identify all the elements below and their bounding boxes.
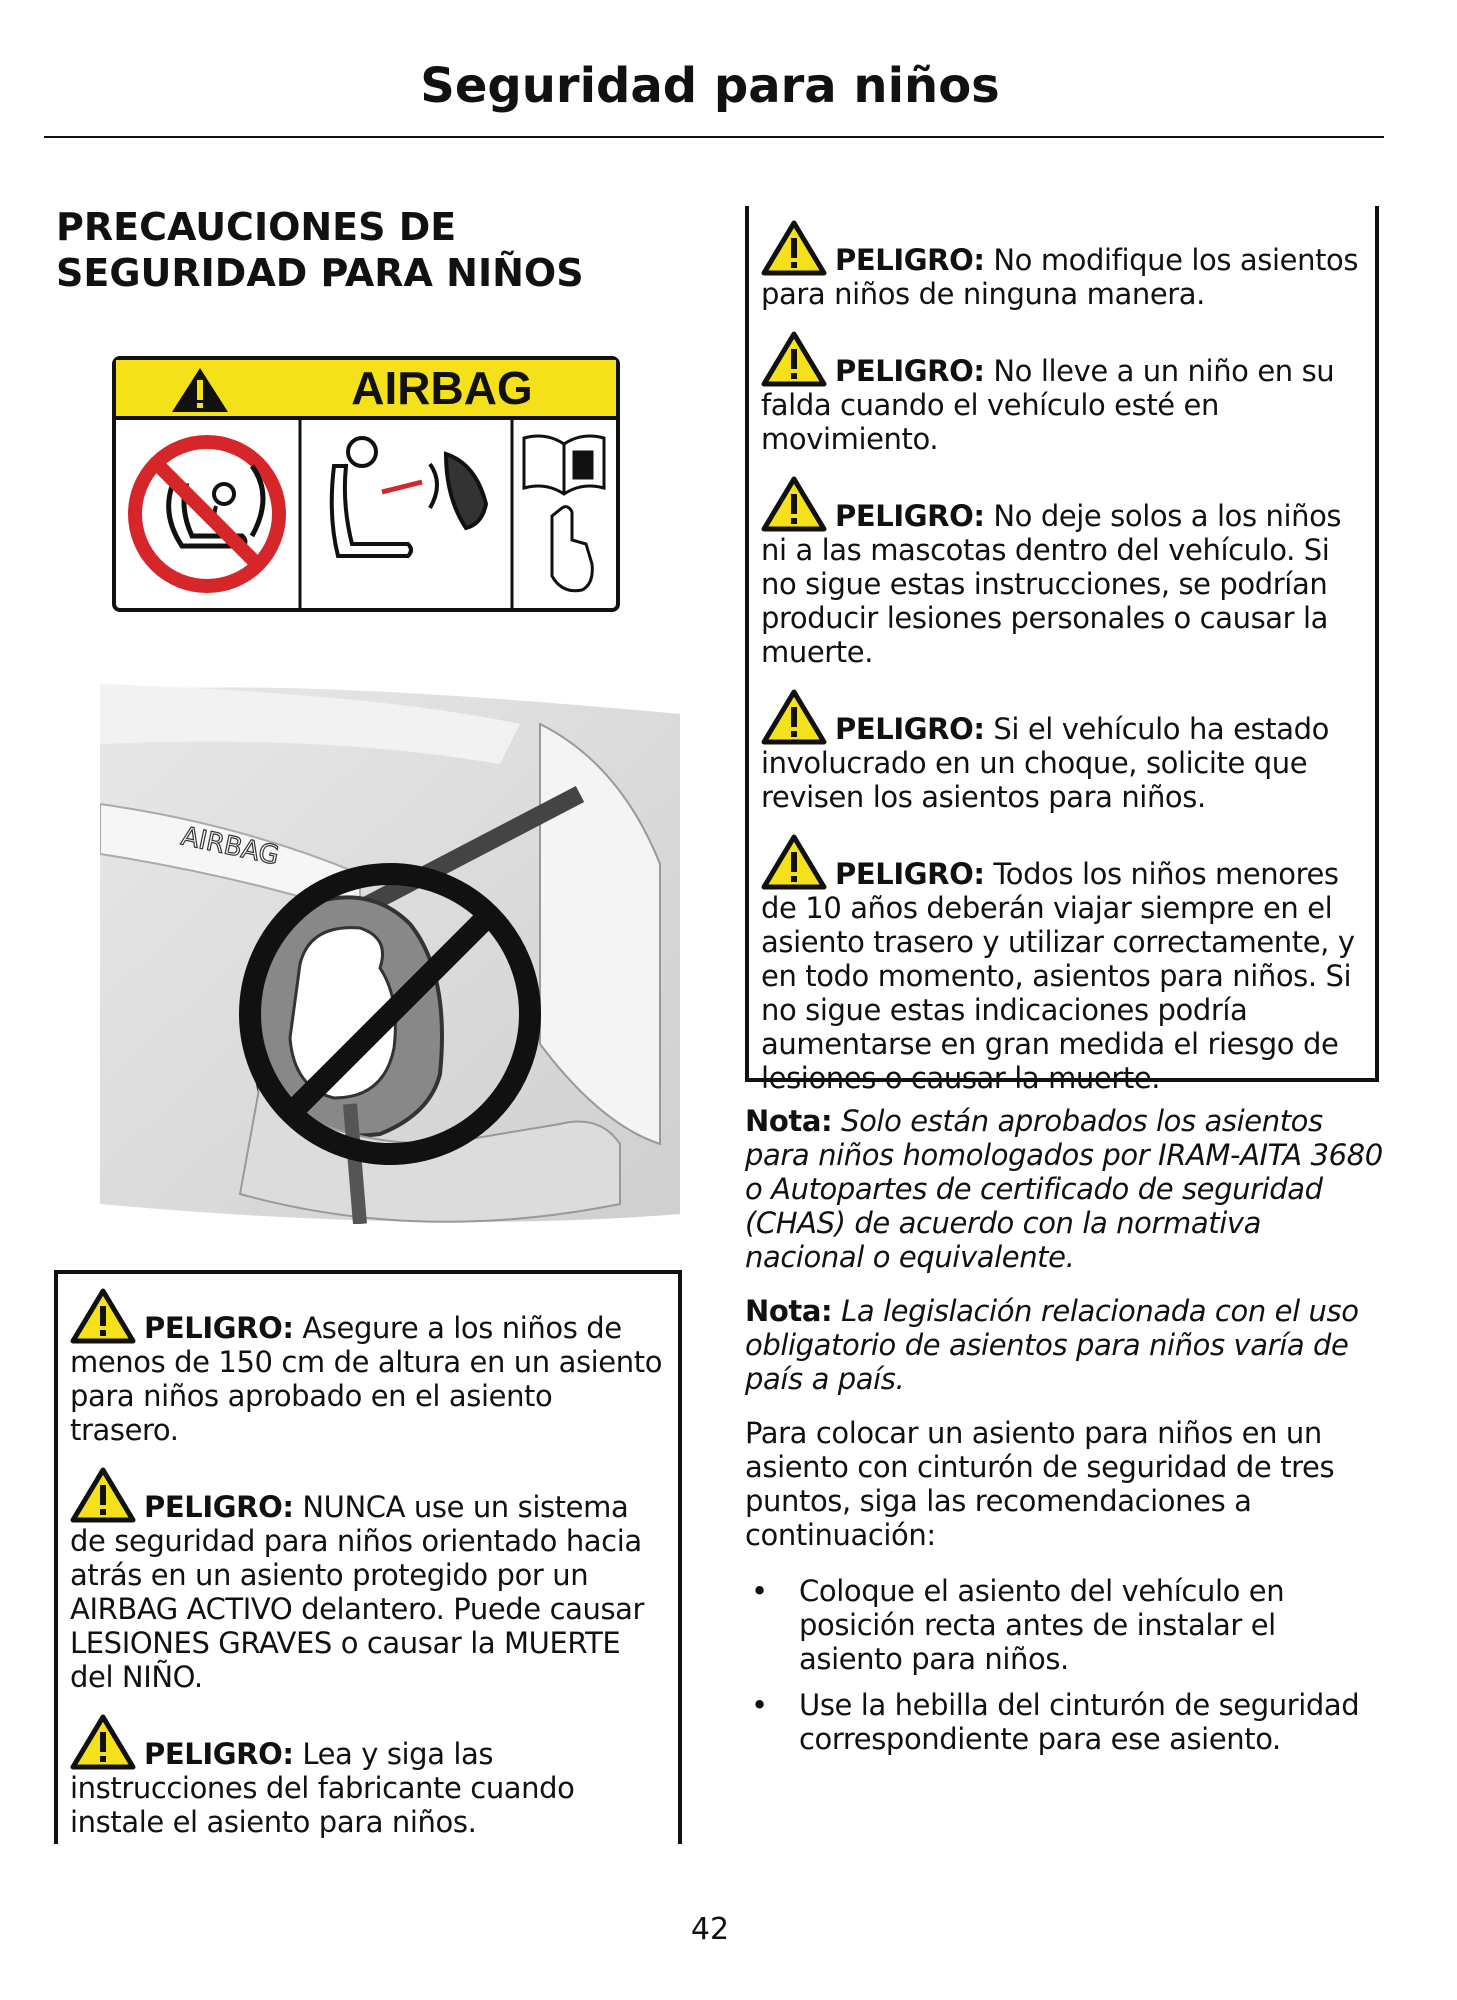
note-label: Nota: bbox=[745, 1104, 833, 1138]
note-text: La legislación relacionada con el uso obligatorio de asientos para niños varía de país a país. bbox=[745, 1294, 1359, 1396]
dashboard-airbag-text: AIRBAG bbox=[178, 821, 282, 872]
note-label: Nota: bbox=[745, 1294, 833, 1328]
rear-facing-seat-illustration bbox=[100, 684, 680, 1224]
warning-tag: PELIGRO: bbox=[835, 712, 985, 746]
right-column-text bbox=[745, 1104, 1385, 1768]
section-heading bbox=[56, 204, 676, 296]
warning-tag: PELIGRO: bbox=[144, 1737, 294, 1771]
warning-triangle-icon bbox=[70, 1467, 136, 1523]
warning-item bbox=[761, 331, 1365, 456]
warning-text: No modifique los asientos para niños de ninguna manera. bbox=[761, 243, 1359, 311]
left-warning-box bbox=[54, 1270, 682, 1844]
warning-item bbox=[761, 834, 1365, 1095]
warning-triangle-icon bbox=[761, 834, 827, 890]
bullet-icon: • bbox=[751, 1688, 768, 1722]
warning-triangle-icon bbox=[70, 1714, 136, 1770]
bullet-icon: • bbox=[751, 1574, 768, 1608]
warning-item bbox=[70, 1714, 668, 1839]
warning-item bbox=[70, 1288, 668, 1447]
warning-item bbox=[761, 220, 1365, 311]
header-divider bbox=[44, 136, 1384, 138]
no-rear-facing-seat-icon bbox=[135, 442, 279, 586]
warning-triangle-icon bbox=[761, 689, 827, 745]
page-number: 42 bbox=[690, 1912, 730, 1947]
note bbox=[745, 1294, 1385, 1396]
section-heading-line: SEGURIDAD PARA NIÑOS bbox=[56, 251, 584, 295]
list-item bbox=[745, 1688, 1385, 1756]
warning-item bbox=[70, 1467, 668, 1694]
warning-text: Asegure a los niños de menos de 150 cm de altura en un asiento para niños aprobado en el asiento trasero. bbox=[70, 1311, 663, 1447]
airbag-label-text: AIRBAG bbox=[351, 362, 533, 414]
warning-tag: PELIGRO: bbox=[835, 243, 985, 277]
warning-text: No deje solos a los niños ni a las mascotas dentro del vehículo. Si no sigue estas instrucciones, se podrían producir lesiones personales o causar la muerte. bbox=[761, 499, 1342, 669]
body-paragraph: Para colocar un asiento para niños en un asiento con cinturón de seguridad de tres puntos, siga las recomendaciones a continuación: bbox=[745, 1416, 1335, 1552]
warning-triangle-icon bbox=[761, 476, 827, 532]
warning-tag: PELIGRO: bbox=[835, 354, 985, 388]
warning-text: No lleve a un niño en su falda cuando el vehículo esté en movimiento. bbox=[761, 354, 1335, 456]
warning-triangle-icon bbox=[761, 220, 827, 276]
warning-triangle-icon bbox=[70, 1288, 136, 1344]
warning-item bbox=[761, 689, 1365, 814]
bullet-list bbox=[745, 1574, 1385, 1756]
warning-tag: PELIGRO: bbox=[835, 499, 985, 533]
airbag-warning-label bbox=[112, 356, 620, 612]
list-item-text: Coloque el asiento del vehículo en posición recta antes de instalar el asiento para niños. bbox=[799, 1574, 1285, 1676]
warning-item bbox=[761, 476, 1365, 669]
section-heading-line: PRECAUCIONES DE bbox=[56, 205, 457, 249]
warning-text: Si el vehículo ha estado involucrado en un choque, solicite que revisen los asientos para niños. bbox=[761, 712, 1329, 814]
list-item bbox=[745, 1574, 1385, 1676]
warning-text: Todos los niños menores de 10 años deberán viajar siempre en el asiento trasero y utilizar correctamente, y en todo momento, asientos para niños. Si no sigue estas indicaciones podría aumentarse en gran medida el riesgo de lesiones o causar la muerte. bbox=[761, 857, 1355, 1095]
warning-text: Lea y siga las instrucciones del fabricante cuando instale el asiento para niños. bbox=[70, 1737, 575, 1839]
warning-tag: PELIGRO: bbox=[144, 1490, 294, 1524]
warning-text: NUNCA use un sistema de seguridad para niños orientado hacia atrás en un asiento protegido por un AIRBAG ACTIVO delantero. Puede causar LESIONES GRAVES o causar la MUERTE del NIÑO. bbox=[70, 1490, 645, 1694]
note bbox=[745, 1104, 1385, 1274]
warning-triangle-icon bbox=[761, 331, 827, 387]
warning-tag: PELIGRO: bbox=[144, 1311, 294, 1345]
page-header-title: Seguridad para niños bbox=[420, 58, 1000, 114]
right-warning-box bbox=[745, 206, 1379, 1095]
warning-tag: PELIGRO: bbox=[835, 857, 985, 891]
list-item-text: Use la hebilla del cinturón de seguridad correspondiente para ese asiento. bbox=[799, 1688, 1360, 1756]
note-text: Solo están aprobados los asientos para niños homologados por IRAM-AITA 3680 o Autopartes de certificado de seguridad (CHAS) de acuerdo con la normativa nacional o equivalente. bbox=[745, 1104, 1383, 1274]
